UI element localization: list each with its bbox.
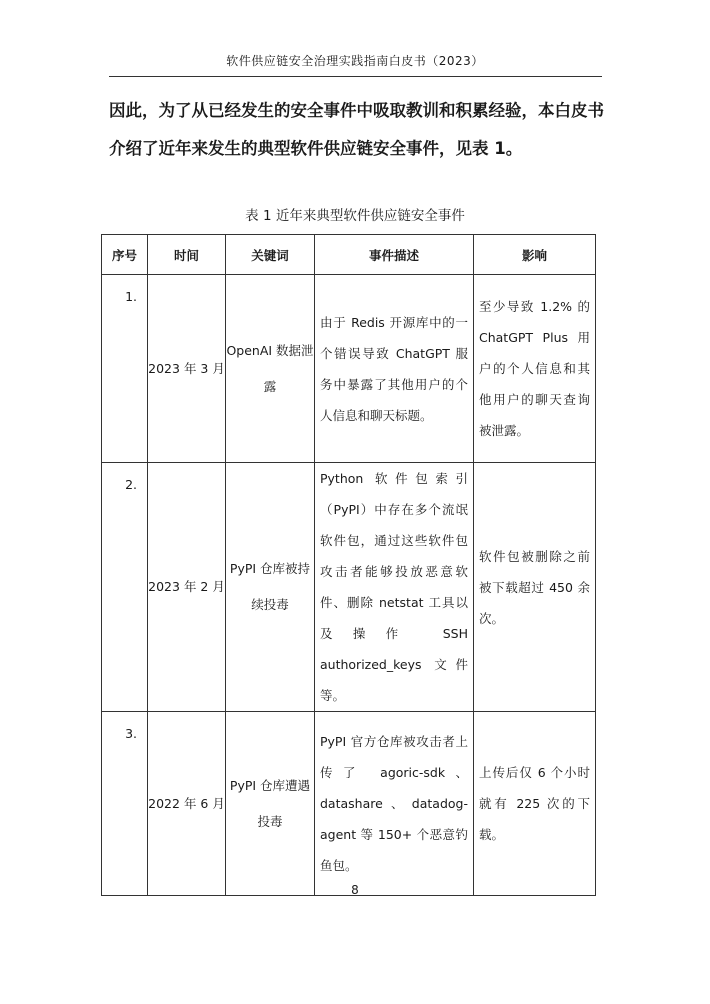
row-time: 2022 年 6 月: [148, 712, 226, 896]
table-row: [102, 712, 596, 896]
row-number: 3.: [102, 712, 148, 896]
header-impact: 影响: [474, 235, 596, 275]
table-row: [102, 275, 596, 463]
intro-line-1: 因此，为了从已经发生的安全事件中吸取教训和积累经验，本白皮书: [109, 101, 604, 120]
table-header-row: [102, 235, 596, 275]
row-number: 1.: [102, 275, 148, 463]
page-header: 软件供应链安全治理实践指南白皮书（2023）: [226, 54, 484, 68]
row-time: 2023 年 3 月: [148, 275, 226, 463]
incidents-table: [101, 234, 596, 896]
row-keyword: PyPI 仓库遭遇投毒: [226, 712, 315, 896]
header-time: 时间: [148, 235, 226, 275]
table-row: [102, 463, 596, 712]
header-no: 序号: [102, 235, 148, 275]
header-divider: [109, 76, 602, 77]
row-keyword: PyPI 仓库被持续投毒: [226, 463, 315, 712]
page-number: 8: [351, 883, 359, 897]
table-caption: 表 1 近年来典型软件供应链安全事件: [245, 208, 465, 224]
header-description: 事件描述: [315, 235, 474, 275]
row-keyword: OpenAI 数据泄露: [226, 275, 315, 463]
row-impact: 至少导致 1.2% 的 ChatGPT Plus 用户的个人信息和其他用户的聊天查询被泄露。: [474, 275, 596, 463]
row-description: 由于 Redis 开源库中的一个错误导致 ChatGPT 服务中暴露了其他用户的个人信息和聊天标题。: [315, 275, 474, 463]
header-keyword: 关键词: [226, 235, 315, 275]
intro-paragraph: [109, 92, 609, 168]
row-time: 2023 年 2 月: [148, 463, 226, 712]
row-impact: 上传后仅 6 个小时就有 225 次的下载。: [474, 712, 596, 896]
row-description: PyPI 官方仓库被攻击者上传了 agoric-sdk、datashare、datadog-agent 等 150+ 个恶意钓鱼包。: [315, 712, 474, 896]
row-impact: 软件包被删除之前被下载超过 450 余次。: [474, 463, 596, 712]
row-number: 2.: [102, 463, 148, 712]
intro-line-2: 介绍了近年来发生的典型软件供应链安全事件，见表 1。: [109, 139, 523, 158]
row-description: Python 软件包索引（PyPI）中存在多个流氓软件包，通过这些软件包攻击者能够投放恶意软件、删除 netstat 工具以及操作 SSH authorized_keys 文件等。: [315, 463, 474, 712]
